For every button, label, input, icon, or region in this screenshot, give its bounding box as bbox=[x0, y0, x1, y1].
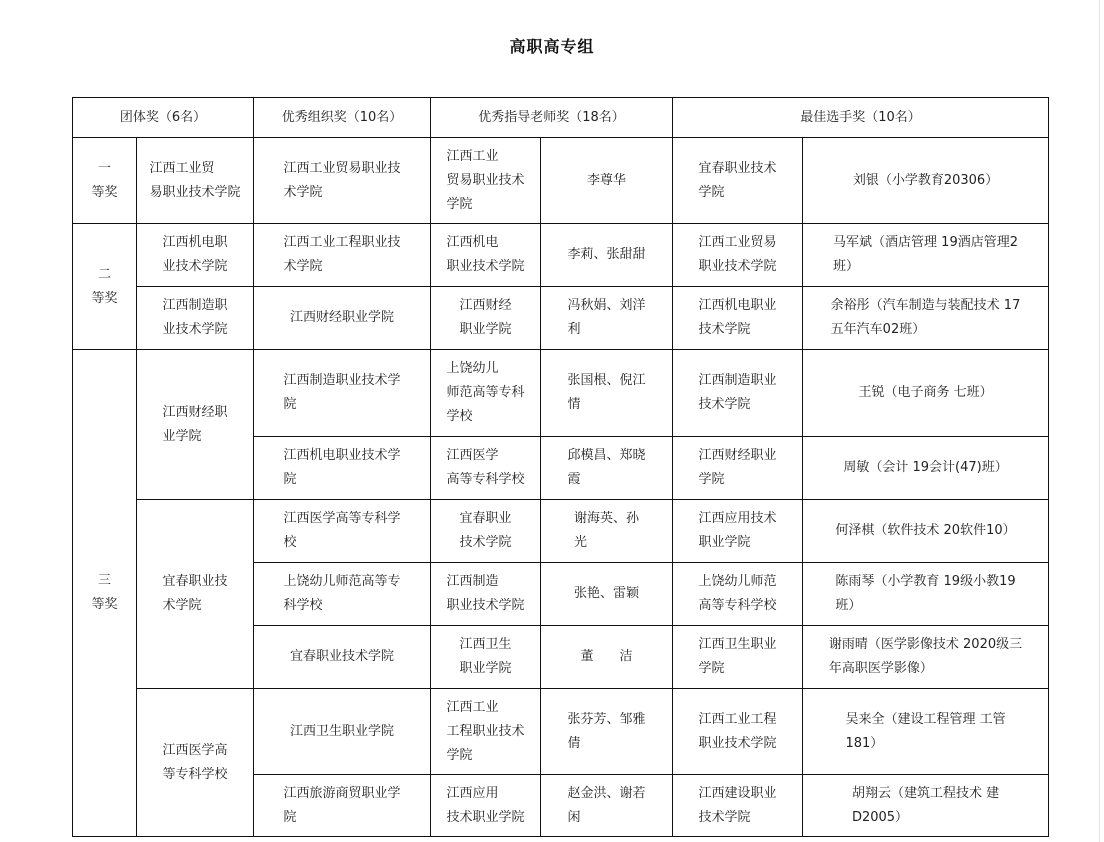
team-cell: 江西医学高 等专科学校 bbox=[137, 689, 254, 837]
teacher-school-cell: 上饶幼儿 师范高等专科 学校 bbox=[431, 350, 541, 437]
teacher-name-cell: 李莉、张甜甜 bbox=[541, 224, 673, 287]
teacher-name-cell: 赵金洪、谢若 闲 bbox=[541, 775, 673, 837]
player-cell: 吴来全（建设工程管理 工管 181） bbox=[803, 689, 1049, 775]
table-row bbox=[73, 138, 1049, 224]
teacher-name-cell: 张艳、雷颖 bbox=[541, 563, 673, 626]
player-school-cell: 江西制造职业 技术学院 bbox=[673, 350, 803, 437]
player-cell: 马军斌（酒店管理 19酒店管理2 班） bbox=[803, 224, 1049, 287]
prize-level-second: 二 等奖 bbox=[73, 224, 137, 350]
table-row bbox=[73, 224, 1049, 287]
player-cell: 谢雨晴（医学影像技术 2020级三 年高职医学影像） bbox=[803, 626, 1049, 689]
prize-level-first: 一 等奖 bbox=[73, 138, 137, 224]
player-cell: 何泽棋（软件技术 20软件10） bbox=[803, 500, 1049, 563]
team-cell: 江西制造职 业技术学院 bbox=[137, 287, 254, 350]
header-teacher: 优秀指导老师奖（18名） bbox=[431, 98, 673, 138]
award-table bbox=[72, 97, 1049, 837]
player-cell: 胡翔云（建筑工程技术 建 D2005） bbox=[803, 775, 1049, 837]
team-cell: 江西机电职 业技术学院 bbox=[137, 224, 254, 287]
table-row bbox=[73, 689, 1049, 775]
player-school-cell: 上饶幼儿师范 高等专科学校 bbox=[673, 563, 803, 626]
org-award-cell: 江西制造职业技术学 院 bbox=[254, 350, 431, 437]
team-cell: 江西财经职 业学院 bbox=[137, 350, 254, 500]
table-row bbox=[73, 287, 1049, 350]
player-school-cell: 江西卫生职业 学院 bbox=[673, 626, 803, 689]
teacher-school-cell: 江西卫生 职业学院 bbox=[431, 626, 541, 689]
org-award-cell: 上饶幼儿师范高等专 科学校 bbox=[254, 563, 431, 626]
team-cell: 江西工业贸 易职业技术学院 bbox=[137, 138, 254, 224]
org-award-cell: 江西旅游商贸职业学 院 bbox=[254, 775, 431, 837]
team-cell: 宜春职业技 术学院 bbox=[137, 500, 254, 689]
org-award-cell: 江西机电职业技术学 院 bbox=[254, 437, 431, 500]
player-cell: 陈雨琴（小学教育 19级小教19 班） bbox=[803, 563, 1049, 626]
player-school-cell: 江西财经职业 学院 bbox=[673, 437, 803, 500]
org-award-cell: 江西医学高等专科学 校 bbox=[254, 500, 431, 563]
page-edge-rule bbox=[1099, 0, 1100, 842]
teacher-name-cell: 李尊华 bbox=[541, 138, 673, 224]
teacher-name-cell: 张国根、倪江 情 bbox=[541, 350, 673, 437]
org-award-cell: 江西工业贸易职业技 术学院 bbox=[254, 138, 431, 224]
teacher-school-cell: 江西制造 职业技术学院 bbox=[431, 563, 541, 626]
org-award-cell: 江西卫生职业学院 bbox=[254, 689, 431, 775]
player-school-cell: 江西工业贸易 职业技术学院 bbox=[673, 224, 803, 287]
page-title: 高职高专组 bbox=[509, 37, 595, 56]
player-school-cell: 江西机电职业 技术学院 bbox=[673, 287, 803, 350]
player-cell: 王锐（电子商务 七班） bbox=[803, 350, 1049, 437]
player-cell: 余裕彤（汽车制造与装配技术 17 五年汽车02班） bbox=[803, 287, 1049, 350]
org-award-cell: 江西财经职业学院 bbox=[254, 287, 431, 350]
teacher-name-cell: 张芬芳、邹雅 倩 bbox=[541, 689, 673, 775]
teacher-school-cell: 江西应用 技术职业学院 bbox=[431, 775, 541, 837]
org-award-cell: 江西工业工程职业技 术学院 bbox=[254, 224, 431, 287]
teacher-name-cell: 谢海英、孙 光 bbox=[541, 500, 673, 563]
header-team: 团体奖（6名） bbox=[73, 98, 254, 138]
header-row bbox=[73, 98, 1049, 138]
table-row bbox=[73, 350, 1049, 437]
header-player: 最佳选手奖（10名） bbox=[673, 98, 1049, 138]
teacher-name-cell: 董 洁 bbox=[541, 626, 673, 689]
teacher-name-cell: 冯秋娟、刘洋 利 bbox=[541, 287, 673, 350]
player-cell: 刘银（小学教育20306） bbox=[803, 138, 1049, 224]
teacher-school-cell: 江西机电 职业技术学院 bbox=[431, 224, 541, 287]
prize-level-third: 三 等奖 bbox=[73, 350, 137, 837]
teacher-school-cell: 江西医学 高等专科学校 bbox=[431, 437, 541, 500]
player-school-cell: 江西应用技术 职业学院 bbox=[673, 500, 803, 563]
table-row bbox=[73, 500, 1049, 563]
header-org: 优秀组织奖（10名） bbox=[254, 98, 431, 138]
teacher-school-cell: 江西工业 贸易职业技术 学院 bbox=[431, 138, 541, 224]
player-school-cell: 江西建设职业 技术学院 bbox=[673, 775, 803, 837]
player-school-cell: 宜春职业技术 学院 bbox=[673, 138, 803, 224]
teacher-name-cell: 邱模昌、郑晓 霞 bbox=[541, 437, 673, 500]
teacher-school-cell: 江西工业 工程职业技术 学院 bbox=[431, 689, 541, 775]
org-award-cell: 宜春职业技术学院 bbox=[254, 626, 431, 689]
teacher-school-cell: 宜春职业 技术学院 bbox=[431, 500, 541, 563]
player-cell: 周敏（会计 19会计(47)班） bbox=[803, 437, 1049, 500]
teacher-school-cell: 江西财经 职业学院 bbox=[431, 287, 541, 350]
player-school-cell: 江西工业工程 职业技术学院 bbox=[673, 689, 803, 775]
